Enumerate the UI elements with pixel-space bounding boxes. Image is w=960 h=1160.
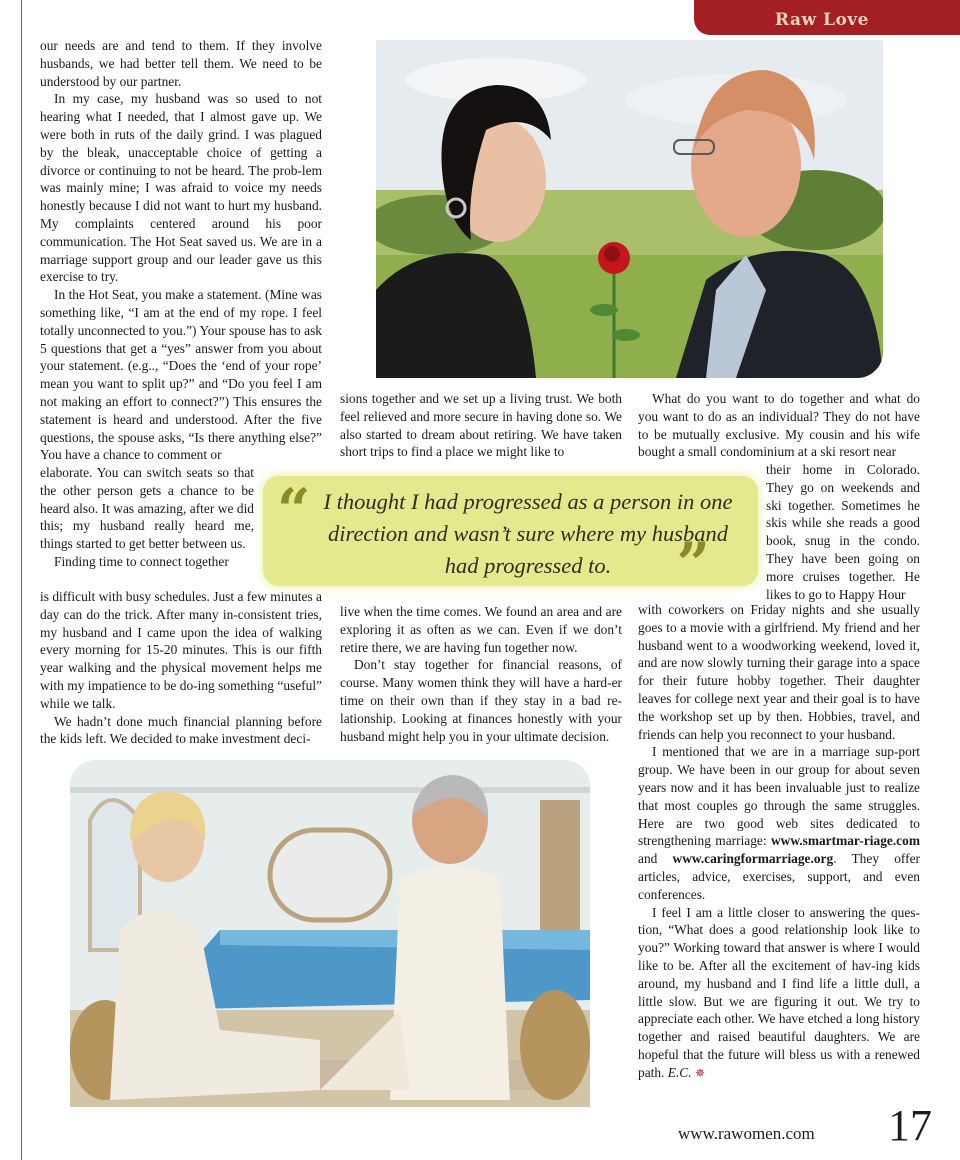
couple-by-pool-photo: [70, 760, 590, 1107]
couple-with-rose-photo: [376, 40, 883, 378]
website-link-smartmarriage[interactable]: www.smartmar-riage.com: [771, 833, 920, 849]
article-column-1: [40, 37, 322, 464]
body-paragraph: elaborate. You can switch seats so that the other person gets a chance to be heard also. It was amazing, after we did this; my husband really heard me, things started to get better between us.: [40, 465, 254, 552]
close-quote-icon: ”: [676, 530, 710, 598]
article-column-3-wrap: [766, 461, 920, 603]
author-signature: E.C.: [667, 1064, 692, 1080]
body-paragraph: their home in Colorado. They go on weekends and ski together. Sometimes he skis while she reads a good book, snug in the condo. They have been going on more cruises together. He likes to go to Happy Hour: [766, 462, 920, 602]
article-column-2: [340, 390, 622, 461]
body-paragraph: live when the time comes. We found an area and are exploring it as often as we can. Even if we don’t retire there, we are having fun together now.: [340, 604, 622, 655]
body-paragraph: sions together and we set up a living trust. We both feel relieved and more secure in having done so. We also started to dream about retiring. We have taken short trips to find a place we might like to: [340, 391, 622, 460]
body-paragraph: In my case, my husband was so used to not hearing what I needed, that I almost gave up. We were both in ruts of the daily grind. I was plagued by the bleak, unacceptable choice of getting a divorce or continuing to not be heard. The prob-lem was mainly mine; I was afraid to voice my needs honestly because I did not want to hurt my husband. My complaints centered around his poor communication. The Hot Seat saved us. We are in a marriage support group and our leader gave us this exercise to try.: [40, 91, 322, 285]
end-mark-icon: ✵: [694, 1065, 705, 1080]
body-paragraph: is difficult with busy schedules. Just a few minutes a day can do the trick. After many in-consistent tries, my husband and I came upon the idea of walking every morning for 15-20 minutes. This is our fifth year walking and the physical movement helps me with my impatience to be do-ing something “useful” while we talk.: [40, 589, 322, 711]
body-paragraph: [638, 904, 920, 1083]
footer-website[interactable]: www.rawomen.com: [678, 1124, 815, 1143]
body-text: and: [638, 851, 658, 867]
page-number: 17: [888, 1101, 932, 1150]
pull-quote: [263, 476, 758, 598]
couple-with-rose-illustration: [376, 40, 883, 378]
section-title: Raw Love: [774, 10, 869, 30]
body-text: . They offer articles, advice, exercises, support, and even conferences.: [638, 851, 920, 902]
section-header-tab: [694, 0, 960, 35]
body-paragraph: our needs are and tend to them. If they involve husbands, we had better tell them. We need to be understood by our partner.: [40, 38, 322, 89]
body-paragraph: [638, 743, 920, 903]
website-link-caringformarriage[interactable]: www.caringformarriage.org: [672, 851, 834, 867]
body-paragraph: What do you want to do together and what do you want to do as an individual? They do not have to be mutually exclusive. My cousin and his wife bought a small condominium at a ski resort near: [638, 391, 920, 460]
body-paragraph: with coworkers on Friday nights and she usually goes to a movie with a girlfriend. My friend and her husband went to a woodworking weekend, loved it, and are now slowly turning their garage into a space for their future hobby together. Their daughter leaves for college next year and their goal is to have the workshop set up by then. Hobbies, travel, and friends can help you reconnect to your husband.: [638, 602, 920, 742]
body-paragraph: Don’t stay together for financial reasons, of course. Many women think they will have a hard-er time on their own than if they stay in a bad re-lationship. Looking at finances honestly with your husband might help you in your ultimate decision.: [340, 657, 622, 744]
left-margin-rule: [21, 0, 22, 1160]
article-column-2-continued: [340, 603, 622, 745]
body-text: I feel I am a little closer to answering the ques-tion, “What does a good relationship look like to you?” Working toward that answer is where I would like to be. After all the excitement of hav-ing kids around, my husband and I find life a little dull, a little slow. But we are figuring it out. We try to appreciate each other. We have etched a long history together and raised beautiful daughters. We are hopeful that the future will bless us with a renewed path.: [638, 904, 920, 1080]
article-column-1-continued: [40, 588, 322, 748]
open-quote-icon: “: [277, 476, 311, 544]
pull-quote-text: I thought I had progressed as a person in one direction and wasn’t sure where my husband had progressed to.: [323, 489, 733, 578]
article-column-3-continued: [638, 601, 920, 1083]
body-paragraph: We hadn’t done much financial planning before the kids left. We decided to make investment deci-: [40, 713, 322, 747]
body-text: I mentioned that we are in a marriage sup-port group. We have been in our group for about seven years now and it has been invaluable just to realize that most couples go through the same struggles. Here are two good web sites dedicated to strengthening marriage:: [638, 744, 920, 849]
article-column-3: [638, 390, 920, 461]
body-paragraph: Finding time to connect together: [54, 553, 229, 569]
article-column-1-wrap: [40, 464, 254, 571]
body-paragraph: In the Hot Seat, you make a statement. (Mine was something like, “I am at the end of my rope. I feel totally unconnected to you.”) Your spouse has to ask 5 questions that get a “yes” answer from you about your statement. (e.g.., “Does the ‘end of your rope’ mean you want to split up?” and “Do you feel I am not making an effort to connect?”) This ensures the statement is heard and understood. After the five questions, the spouse asks, “Is there anything else?” You have a chance to comment or: [40, 287, 322, 463]
couple-by-pool-illustration: [70, 760, 590, 1107]
